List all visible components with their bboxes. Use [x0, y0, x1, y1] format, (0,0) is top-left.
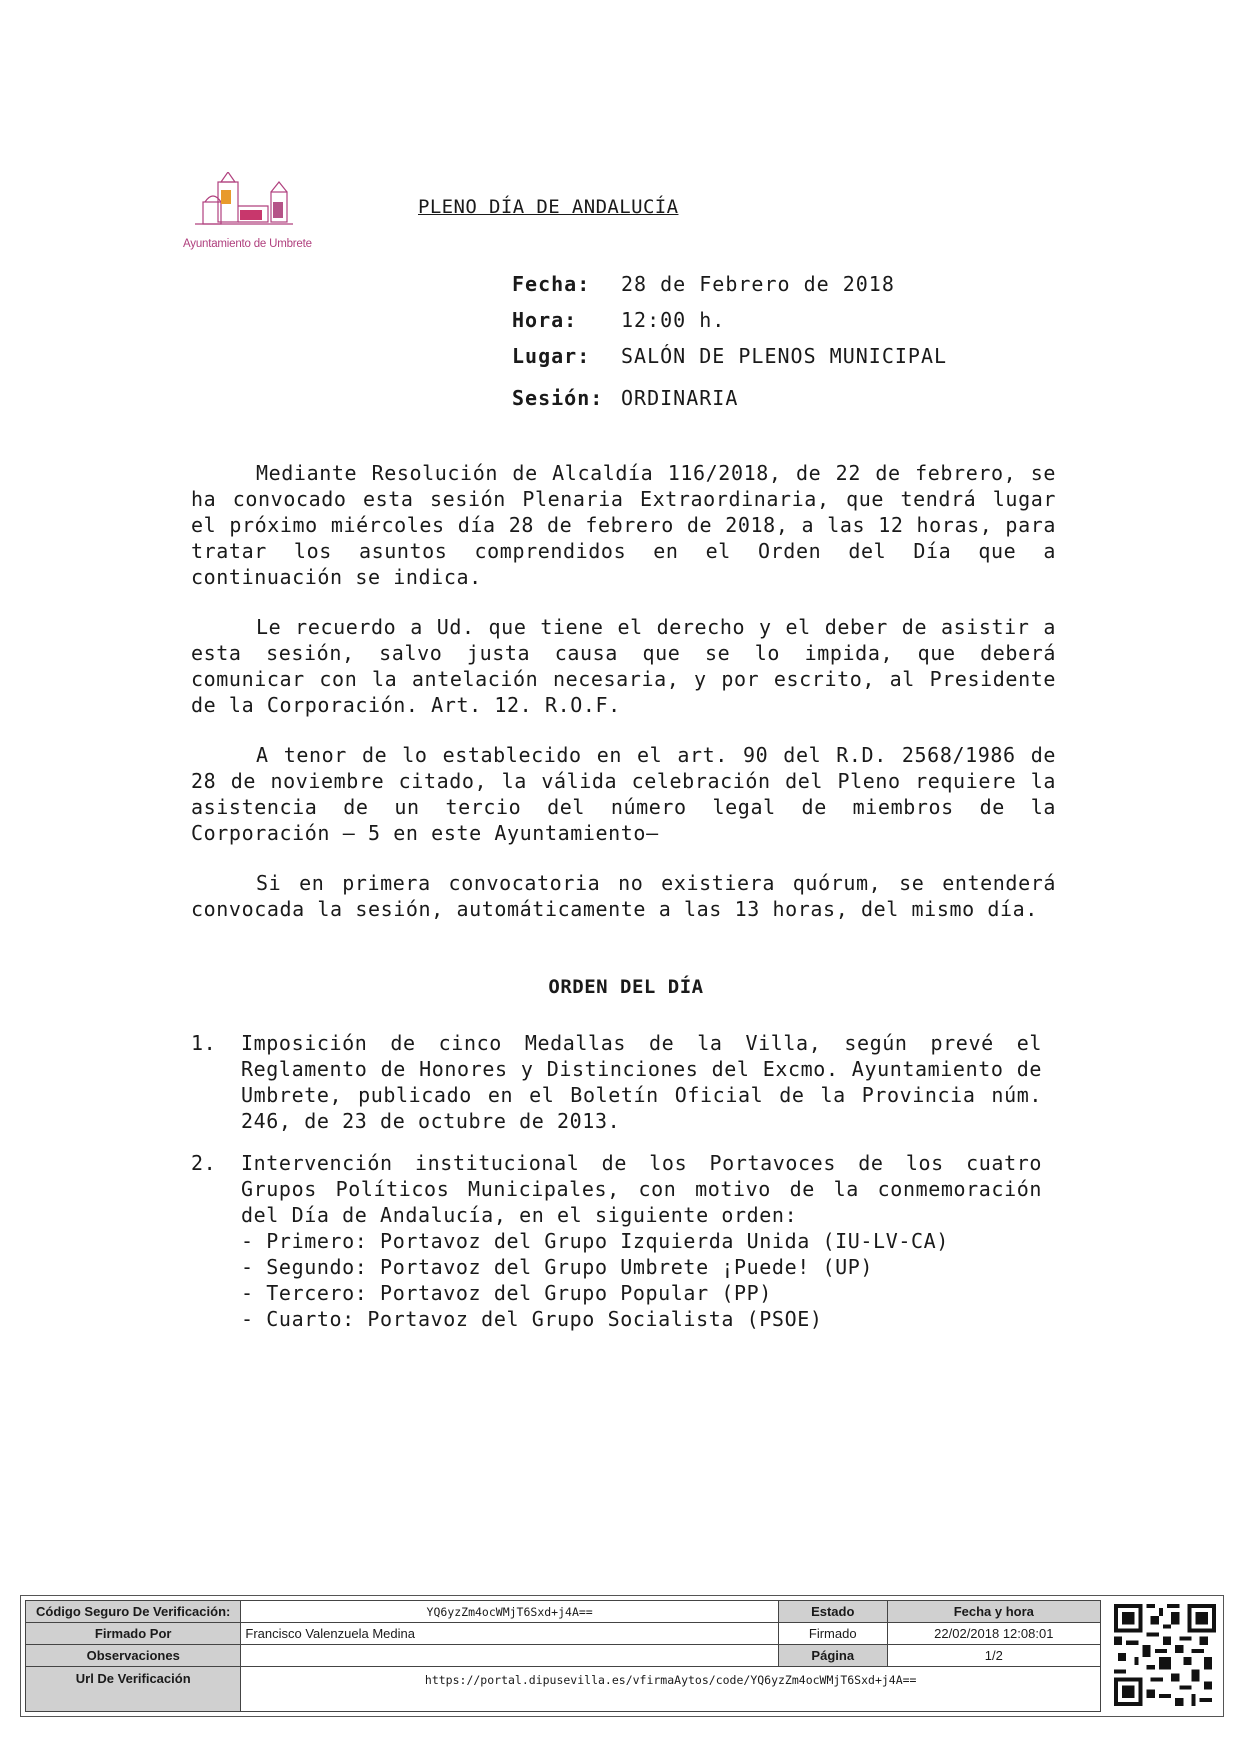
lugar-label: Lugar: [512, 344, 591, 368]
fecha-label: Fecha: [512, 272, 591, 296]
table-row [26, 1645, 1101, 1667]
hora-value: 12:00 h. [621, 308, 726, 332]
signature-verification-box [20, 1595, 1224, 1717]
orden-item-1 [191, 1030, 1042, 1134]
table-row [26, 1667, 1101, 1712]
item-number: 1. [191, 1031, 217, 1055]
meta-lugar [512, 344, 947, 368]
signature-table [25, 1600, 1101, 1712]
item-number: 2. [191, 1151, 217, 1175]
table-row [26, 1601, 1101, 1623]
observaciones-value [241, 1645, 779, 1667]
pagina-value: 1/2 [887, 1645, 1100, 1667]
table-row [26, 1623, 1101, 1645]
paragraph-segunda-convocatoria: Si en primera convocatoria no existiera quórum, se entenderá convocada la sesión, automáticamente a las 13 horas, del mismo día. [191, 871, 1056, 921]
csv-value: YQ6yzZm4ocWMjT6Sxd+j4A== [241, 1601, 779, 1623]
list-item: - Tercero: Portavoz del Grupo Popular (PP) [241, 1281, 772, 1305]
list-item: - Cuarto: Portavoz del Grupo Socialista (PSOE) [241, 1307, 823, 1331]
meta-hora [512, 308, 725, 332]
url-label: Url De Verificación [26, 1667, 241, 1712]
firmado-por-label: Firmado Por [26, 1623, 241, 1645]
logo-text: Ayuntamiento de Umbrete [183, 238, 312, 250]
orden-item-2 [191, 1150, 1042, 1332]
list-item: - Primero: Portavoz del Grupo Izquierda Unida (IU-LV-CA) [241, 1229, 949, 1253]
observaciones-label: Observaciones [26, 1645, 241, 1667]
orden-del-dia-title: ORDEN DEL DÍA [548, 976, 704, 998]
paragraph-derecho-deber: Le recuerdo a Ud. que tiene el derecho y el deber de asistir a esta sesión, salvo justa causa que se lo impida, que deberá comunicar con la antelación necesaria, y por escrito, al Presidente de la Corporación. Art. 12. R.O.F. [191, 615, 1056, 717]
fecha-hora-value: 22/02/2018 12:08:01 [887, 1623, 1100, 1645]
list-item: - Segundo: Portavoz del Grupo Umbrete ¡Puede! (UP) [241, 1255, 874, 1279]
sesion-value: ORDINARIA [621, 386, 739, 410]
meta-fecha [512, 272, 895, 296]
page-title: PLENO DÍA DE ANDALUCÍA [418, 196, 679, 218]
item-text: Imposición de cinco Medallas de la Villa, según prevé el Reglamento de Honores y Distinciones del Excmo. Ayuntamiento de Umbrete, publicado en el Boletín Oficial de la Provincia núm. 246, de 23 de octubre de 2013. [241, 1031, 1042, 1133]
town-hall-emblem-icon [183, 172, 343, 238]
pagina-label: Página [778, 1645, 887, 1667]
paragraph-quorum-legal: A tenor de lo establecido en el art. 90 del R.D. 2568/1986 de 28 de noviembre citado, la válida celebración del Pleno requiere la asistencia de un tercio del número legal de miembros de la Corporación – 5 en este Ayuntamiento– [191, 743, 1056, 845]
fecha-hora-label: Fecha y hora [887, 1601, 1100, 1623]
hora-label: Hora: [512, 308, 578, 332]
estado-value: Firmado [778, 1623, 887, 1645]
csv-label: Código Seguro De Verificación: [26, 1601, 241, 1623]
paragraph-convocatoria: Mediante Resolución de Alcaldía 116/2018, de 22 de febrero, se ha convocado esta sesión Plenaria Extraordinaria, que tendrá lugar el próximo miércoles día 28 de febrero de 2018, a las 12 horas, para tratar los asuntos comprendidos en el Orden del Día que a continuación se indica. [191, 461, 1056, 589]
lugar-value: SALÓN DE PLENOS MUNICIPAL [621, 344, 948, 368]
qr-code-icon [1114, 1604, 1216, 1706]
meta-sesion [512, 386, 738, 410]
item-text: Intervención institucional de los Portavoces de los cuatro Grupos Políticos Municipales, con motivo de la conmemoración del Día de Andalucía, en el siguiente orden: [241, 1151, 1042, 1227]
fecha-value: 28 de Febrero de 2018 [621, 272, 895, 296]
firmado-por-value: Francisco Valenzuela Medina [241, 1623, 779, 1645]
estado-label: Estado [778, 1601, 887, 1623]
ayuntamiento-logo [183, 172, 343, 258]
url-value[interactable]: https://portal.dipusevilla.es/vfirmaAytos/code/YQ6yzZm4ocWMjT6Sxd+j4A== [241, 1667, 1101, 1712]
sesion-label: Sesión: [512, 386, 604, 410]
item-sublist [241, 1228, 1042, 1332]
